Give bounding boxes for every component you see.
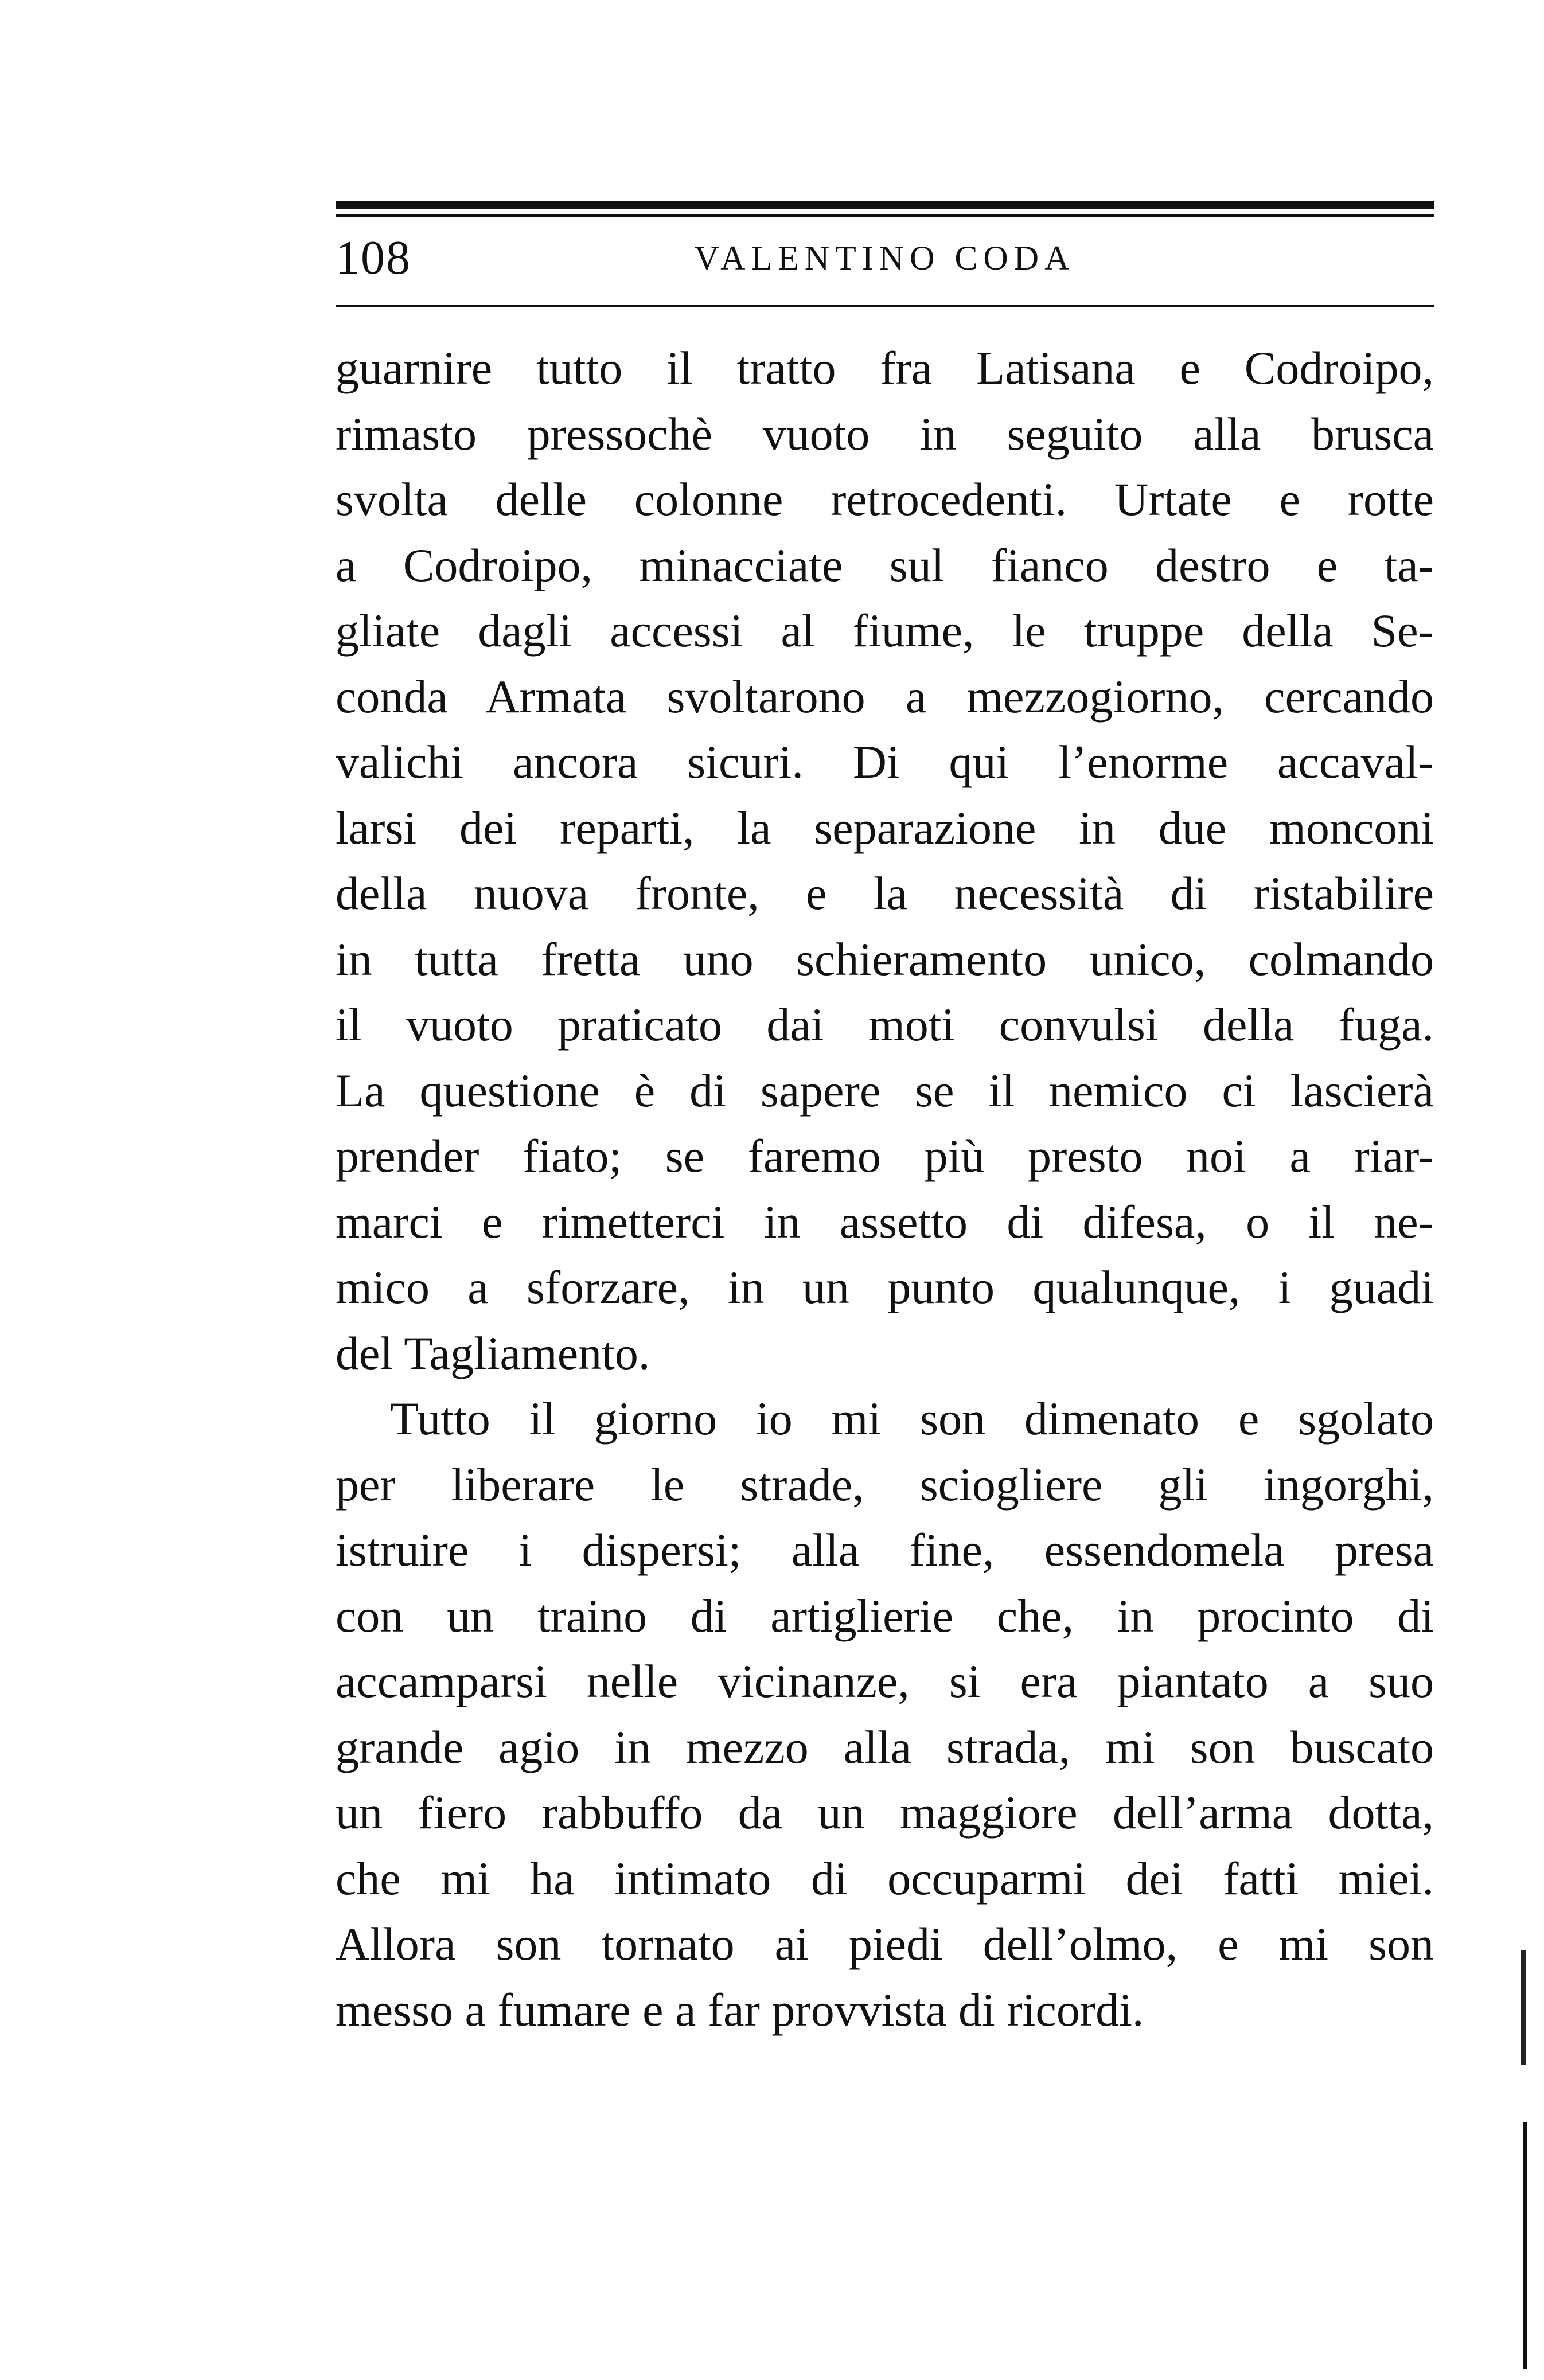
text-line: guarnire tutto il tratto fra Latisana e Codroipo, [336,342,1434,394]
text-line: prender fiato; se faremo più presto noi a riar- [336,1130,1434,1182]
text-line: messo a fumare e a far provvista di ricordi. [336,1983,1144,2036]
text-line: in tutta fretta uno schieramento unico, colmando [336,933,1434,985]
text-line: La questione è di sapere se il nemico ci lascierà [336,1064,1434,1117]
page-number: 108 [336,231,411,284]
text-line: che mi ha intimato di occuparmi dei fatti miei. [336,1852,1434,1905]
paragraph-1 [336,335,1434,1386]
text-line: il vuoto praticato dai moti convulsi della fuga. [336,998,1434,1051]
header-underline-rule [336,305,1434,307]
text-line: per liberare le strade, sciogliere gli ingorghi, [336,1458,1434,1511]
text-line: svolta delle colonne retrocedenti. Urtate e rotte [336,473,1434,525]
body-text [336,335,1434,2043]
text-line: gliate dagli accessi al fiume, le truppe della Se- [336,604,1434,657]
text-line: Tutto il giorno io mi son dimenato e sgolato [390,1392,1434,1445]
text-line: valichi ancora sicuri. Di qui l’enorme accaval- [336,736,1434,788]
text-line: un fiero rabbuffo da un maggiore dell’arma dotta, [336,1786,1434,1839]
running-head: VALENTINO CODA [694,239,1075,277]
page-header [336,227,1434,290]
text-line: Allora son tornato ai piedi dell’olmo, e mi son [336,1918,1434,1970]
text-line: accamparsi nelle vicinanze, si era piantato a suo [336,1655,1434,1707]
text-line: istruire i dispersi; alla fine, essendomela presa [336,1524,1434,1576]
header-rule-thick [336,201,1434,209]
text-line: marci e rimetterci in assetto di difesa, o il ne- [336,1195,1434,1248]
text-line: larsi dei reparti, la separazione in due monconi [336,801,1434,854]
text-line: con un traino di artiglierie che, in procinto di [336,1589,1434,1642]
page-edge-mark [1523,2122,1527,2369]
paragraph-2 [336,1386,1434,2043]
text-line: conda Armata svoltarono a mezzogiorno, cercando [336,670,1434,723]
header-rule-thin [336,214,1434,217]
text-line: a Codroipo, minacciate sul fianco destro e ta- [336,539,1434,591]
text-line: della nuova fronte, e la necessità di ristabilire [336,867,1434,919]
text-line: grande agio in mezzo alla strada, mi son buscato [336,1720,1434,1773]
text-line: del Tagliamento. [336,1326,650,1379]
text-line: rimasto pressochè vuoto in seguito alla brusca [336,407,1434,460]
text-line: mico a sforzare, in un punto qualunque, i guadi [336,1261,1434,1313]
page-edge-mark [1521,1950,1526,2065]
